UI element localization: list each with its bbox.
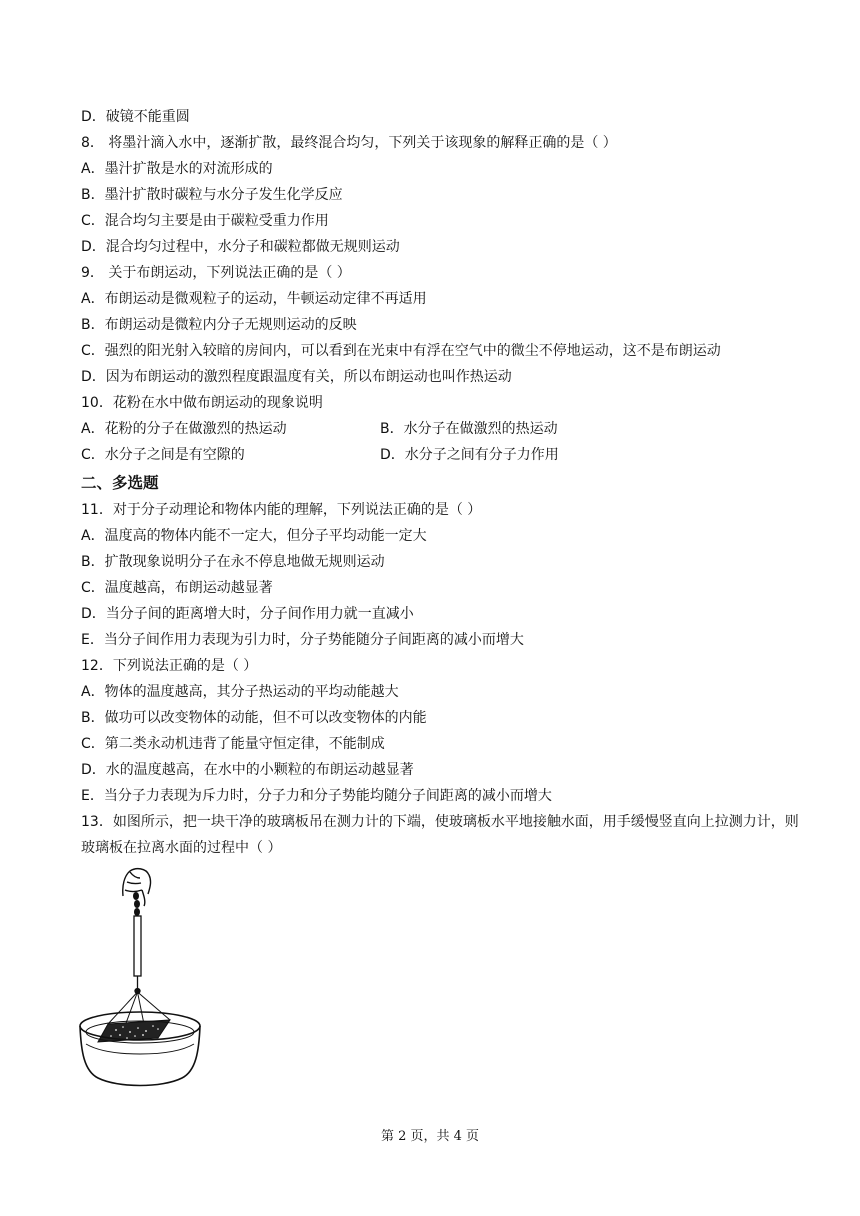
spring-scale (134, 916, 141, 994)
q12-option-a: A．物体的温度越高，其分子热运动的平均动能越大 (81, 684, 399, 700)
q10-stem: 10．花粉在水中做布朗运动的现象说明 (81, 395, 323, 411)
q9-option-a: A．布朗运动是微观粒子的运动，牛顿运动定律不再适用 (81, 291, 427, 307)
q7-option-d: D．破镜不能重圆 (81, 109, 190, 125)
q12-option-e: E．当分子力表现为斥力时，分子力和分子势能均随分子间距离的减小而增大 (81, 788, 552, 804)
q8-option-a: A．墨汁扩散是水的对流形成的 (81, 161, 273, 177)
q12-option-c: C．第二类永动机违背了能量守恒定律，不能制成 (81, 736, 385, 752)
q8-stem: 8． 将墨汁滴入水中，逐渐扩散，最终混合均匀，下列关于该现象的解释正确的是（ ） (81, 135, 617, 151)
q10-option-d: D．水分子之间有分子力作用 (380, 447, 559, 463)
q11-option-b: B．扩散现象说明分子在永不停息地做无规则运动 (81, 554, 385, 570)
q11-option-d: D．当分子间的距离增大时，分子间作用力就一直减小 (81, 606, 414, 622)
q11-option-a: A．温度高的物体内能不一定大，但分子平均动能一定大 (81, 528, 427, 544)
page-footer: 第 2 页，共 4 页 (380, 1129, 480, 1144)
q11-option-c: C．温度越高，布朗运动越显著 (81, 580, 273, 596)
q12-option-d: D．水的温度越高，在水中的小颗粒的布朗运动越显著 (81, 762, 414, 778)
q13-stem: 13．如图所示，把一块干净的玻璃板吊在测力计的下端，使玻璃板水平地接触水面，用手缓慢竖直向上拉测力计，则玻璃板在拉离水面的过程中（ ） (81, 814, 799, 856)
q9-option-d: D．因为布朗运动的激烈程度跟温度有关，所以布朗运动也叫作热运动 (81, 369, 512, 385)
q8-option-b: B．墨汁扩散时碳粒与水分子发生化学反应 (81, 187, 343, 203)
q12-stem: 12．下列说法正确的是（ ） (81, 658, 258, 674)
q10-option-b: B．水分子在做激烈的热运动 (380, 421, 558, 437)
q10-option-c: C．水分子之间是有空隙的 (81, 447, 245, 463)
q10-option-a: A．花粉的分子在做激烈的热运动 (81, 421, 287, 437)
q8-option-d: D．混合均匀过程中，水分子和碳粒都做无规则运动 (81, 239, 400, 255)
q9-option-c: C．强烈的阳光射入较暗的房间内，可以看到在光束中有浮在空气中的微尘不停地运动，这不是布朗运动 (81, 343, 721, 359)
q9-stem: 9． 关于布朗运动，下列说法正确的是（ ） (81, 265, 351, 281)
q9-option-b: B．布朗运动是微粒内分子无规则运动的反映 (81, 317, 357, 333)
chain-icon (133, 892, 140, 916)
glass-plate-figure (78, 866, 203, 1091)
q8-option-c: C．混合均匀主要是由于碳粒受重力作用 (81, 213, 329, 229)
q11-stem: 11．对于分子动理论和物体内能的理解，下列说法正确的是（ ） (81, 502, 482, 518)
section-heading: 二、多选题 (81, 474, 159, 492)
q12-option-b: B．做功可以改变物体的动能，但不可以改变物体的内能 (81, 710, 427, 726)
q11-option-e: E．当分子间作用力表现为引力时，分子势能随分子间距离的减小而增大 (81, 632, 524, 648)
